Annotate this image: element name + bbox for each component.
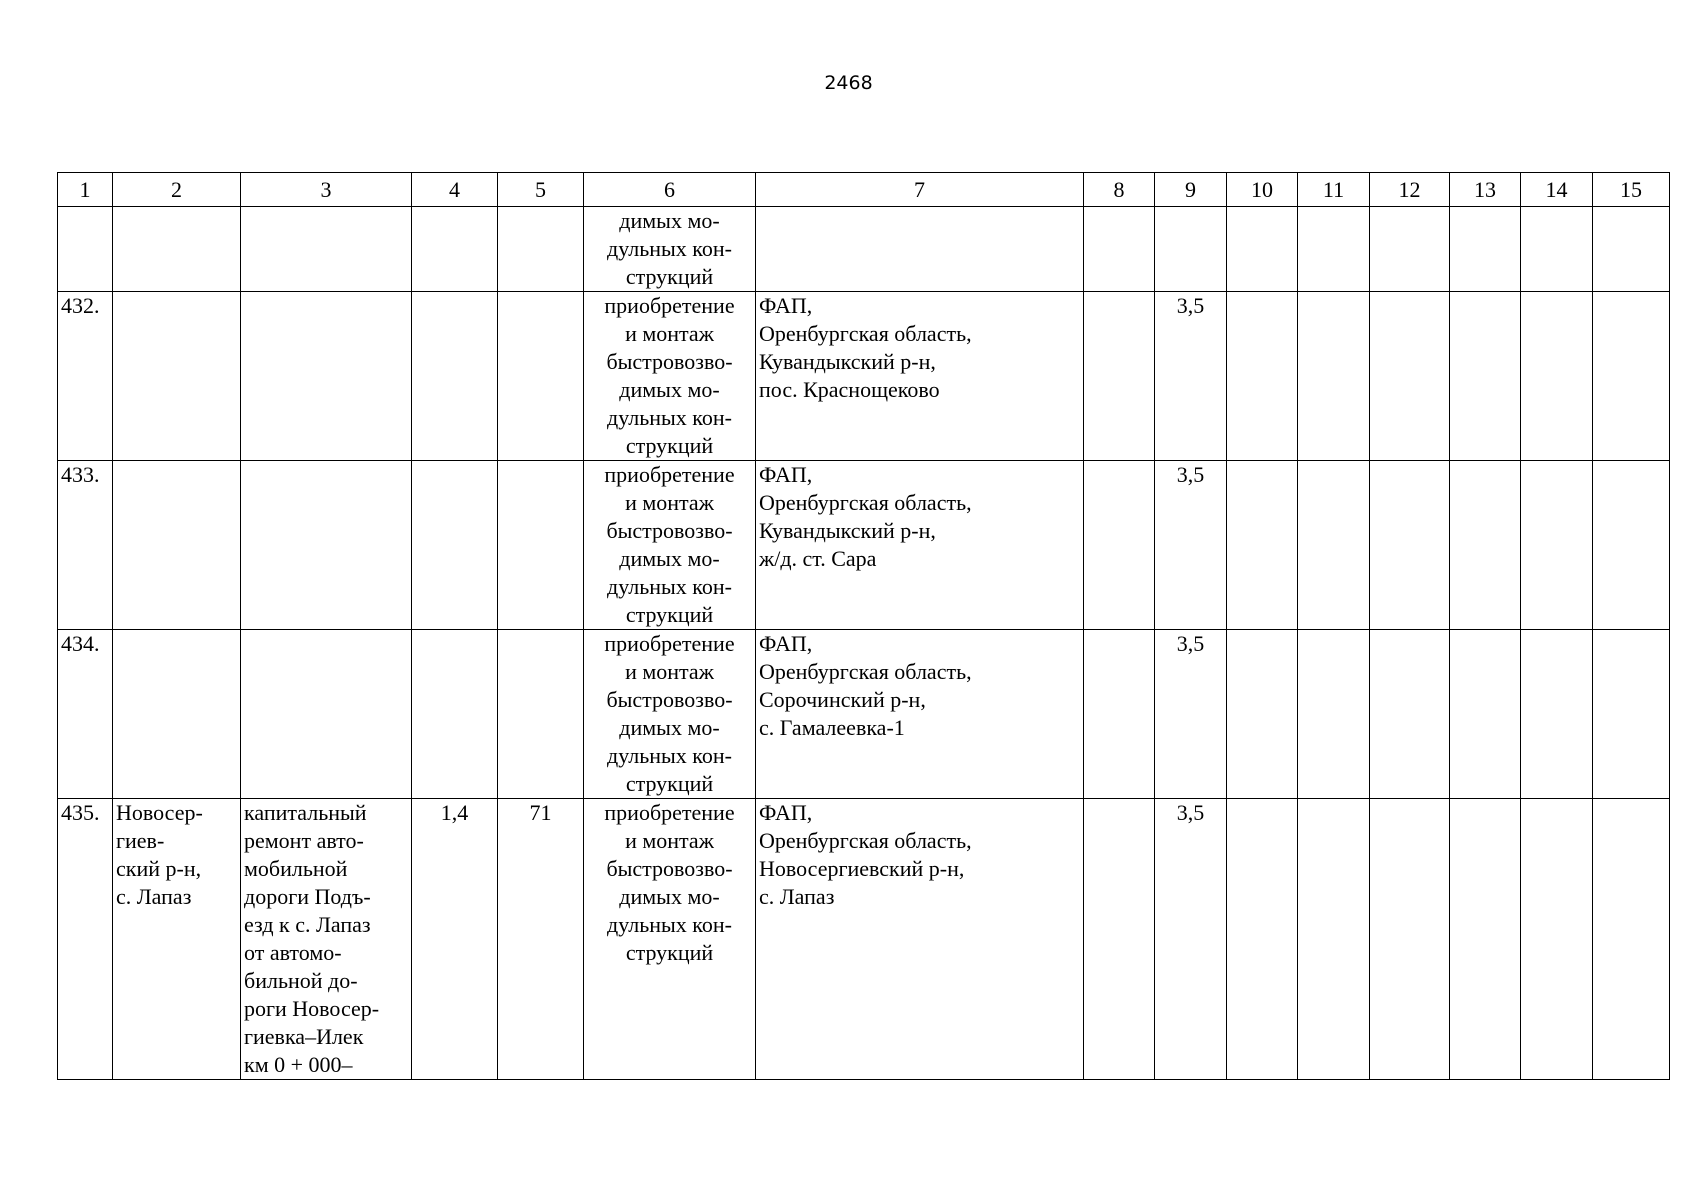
column-number: 7 — [756, 173, 1084, 207]
col15-cell — [1593, 799, 1670, 1080]
column-number: 3 — [241, 173, 412, 207]
col4-cell — [412, 207, 498, 292]
facility-cell: ФАП, Оренбургская область, Сорочинский р-н, с. Гамалеевка-1 — [756, 630, 1084, 799]
activity-cell: приобретение и монтаж быстровозво- димых мо- дульных кон- струкций — [584, 461, 756, 630]
col12-cell — [1370, 461, 1450, 630]
col14-cell — [1521, 799, 1593, 1080]
col8-cell — [1084, 461, 1155, 630]
col14-cell — [1521, 292, 1593, 461]
table-row — [58, 292, 1670, 461]
col8-cell — [1084, 799, 1155, 1080]
col5-cell — [498, 207, 584, 292]
col8-cell — [1084, 630, 1155, 799]
row-number-cell: 435. — [58, 799, 113, 1080]
column-number: 12 — [1370, 173, 1450, 207]
col9-cell: 3,5 — [1155, 630, 1227, 799]
facility-cell — [756, 207, 1084, 292]
col5-cell — [498, 461, 584, 630]
road-works-cell — [241, 292, 412, 461]
col10-cell — [1227, 461, 1298, 630]
col10-cell — [1227, 207, 1298, 292]
activity-cell: приобретение и монтаж быстровозво- димых мо- дульных кон- струкций — [584, 292, 756, 461]
col9-cell: 3,5 — [1155, 799, 1227, 1080]
district-cell — [113, 630, 241, 799]
col13-cell — [1450, 630, 1521, 799]
district-cell — [113, 292, 241, 461]
activity-cell: димых мо- дульных кон- струкций — [584, 207, 756, 292]
column-number: 2 — [113, 173, 241, 207]
col5-cell: 71 — [498, 799, 584, 1080]
col4-cell: 1,4 — [412, 799, 498, 1080]
table-row — [58, 799, 1670, 1080]
col11-cell — [1298, 461, 1370, 630]
col8-cell — [1084, 207, 1155, 292]
col13-cell — [1450, 461, 1521, 630]
row-number-cell — [58, 207, 113, 292]
col9-cell — [1155, 207, 1227, 292]
col12-cell — [1370, 207, 1450, 292]
col4-cell — [412, 292, 498, 461]
col12-cell — [1370, 292, 1450, 461]
column-number: 14 — [1521, 173, 1593, 207]
column-number: 9 — [1155, 173, 1227, 207]
col15-cell — [1593, 207, 1670, 292]
col13-cell — [1450, 292, 1521, 461]
col12-cell — [1370, 630, 1450, 799]
col4-cell — [412, 461, 498, 630]
road-works-cell — [241, 207, 412, 292]
col13-cell — [1450, 207, 1521, 292]
col14-cell — [1521, 461, 1593, 630]
col10-cell — [1227, 630, 1298, 799]
col9-cell: 3,5 — [1155, 292, 1227, 461]
column-number: 15 — [1593, 173, 1670, 207]
col13-cell — [1450, 799, 1521, 1080]
road-works-cell — [241, 630, 412, 799]
col15-cell — [1593, 292, 1670, 461]
col14-cell — [1521, 207, 1593, 292]
col14-cell — [1521, 630, 1593, 799]
col4-cell — [412, 630, 498, 799]
facility-cell: ФАП, Оренбургская область, Кувандыкский р-н, ж/д. ст. Сара — [756, 461, 1084, 630]
column-number: 6 — [584, 173, 756, 207]
road-works-cell — [241, 461, 412, 630]
col11-cell — [1298, 207, 1370, 292]
row-number-cell: 432. — [58, 292, 113, 461]
column-number: 4 — [412, 173, 498, 207]
road-works-cell: капитальный ремонт авто- мобильной дороги Подъ- езд к с. Лапаз от автомо- бильной до- роги Новосер- гиевка–Илек км 0 + 000– — [241, 799, 412, 1080]
district-cell — [113, 207, 241, 292]
col10-cell — [1227, 292, 1298, 461]
facility-cell: ФАП, Оренбургская область, Кувандыкский р-н, пос. Краснощеково — [756, 292, 1084, 461]
district-cell — [113, 461, 241, 630]
table-row — [58, 207, 1670, 292]
col12-cell — [1370, 799, 1450, 1080]
row-number-cell: 433. — [58, 461, 113, 630]
col5-cell — [498, 630, 584, 799]
col15-cell — [1593, 461, 1670, 630]
column-number: 13 — [1450, 173, 1521, 207]
data-table — [57, 172, 1670, 1080]
column-number-row — [58, 173, 1670, 207]
col8-cell — [1084, 292, 1155, 461]
col15-cell — [1593, 630, 1670, 799]
page-number: 2468 — [824, 72, 873, 94]
activity-cell: приобретение и монтаж быстровозво- димых мо- дульных кон- струкций — [584, 799, 756, 1080]
column-number: 8 — [1084, 173, 1155, 207]
col10-cell — [1227, 799, 1298, 1080]
table-row — [58, 630, 1670, 799]
column-number: 1 — [58, 173, 113, 207]
district-cell: Новосер- гиев- ский р-н, с. Лапаз — [113, 799, 241, 1080]
col9-cell: 3,5 — [1155, 461, 1227, 630]
col11-cell — [1298, 292, 1370, 461]
row-number-cell: 434. — [58, 630, 113, 799]
col11-cell — [1298, 630, 1370, 799]
column-number: 5 — [498, 173, 584, 207]
column-number: 10 — [1227, 173, 1298, 207]
column-number: 11 — [1298, 173, 1370, 207]
col5-cell — [498, 292, 584, 461]
facility-cell: ФАП, Оренбургская область, Новосергиевский р-н, с. Лапаз — [756, 799, 1084, 1080]
activity-cell: приобретение и монтаж быстровозво- димых мо- дульных кон- струкций — [584, 630, 756, 799]
col11-cell — [1298, 799, 1370, 1080]
table-row — [58, 461, 1670, 630]
